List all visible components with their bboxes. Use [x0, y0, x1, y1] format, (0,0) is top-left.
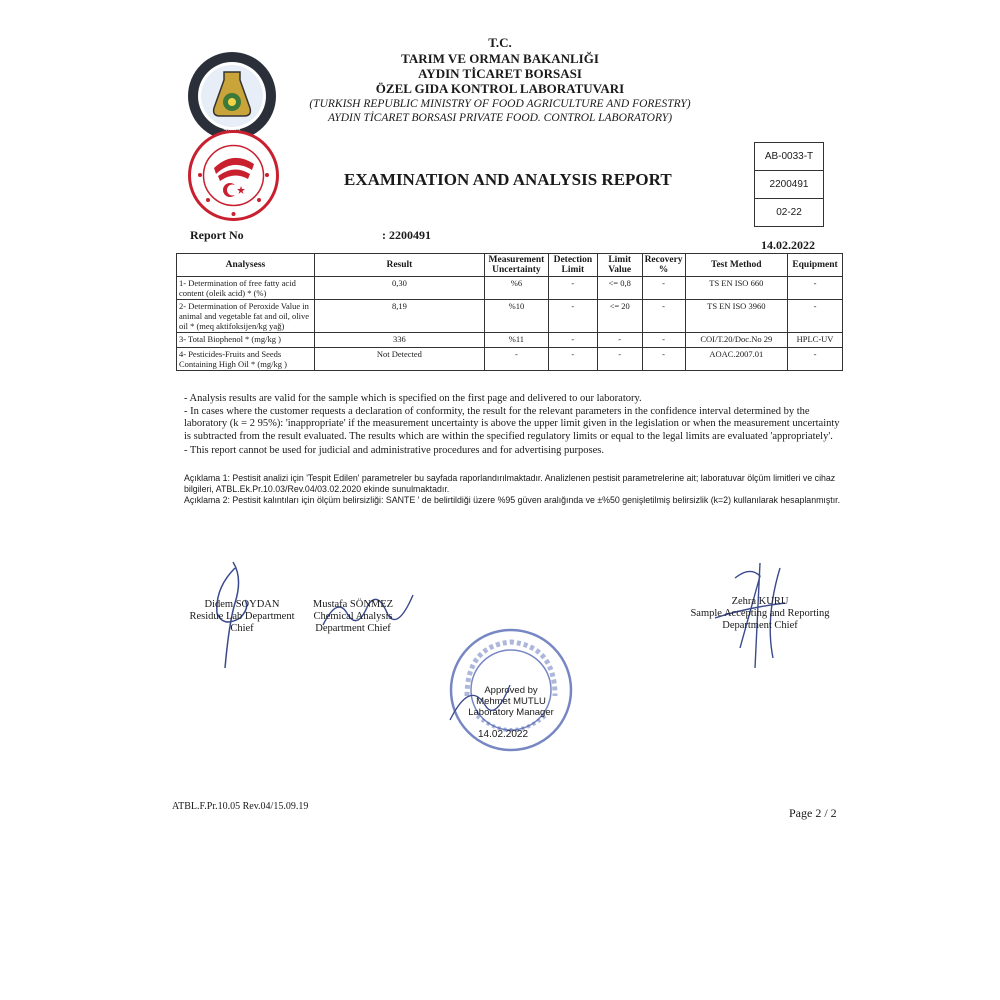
- document-period: 02-22: [776, 207, 802, 218]
- explanation-1: Açıklama 1: Pestisit analizi için 'Tespit Edilen' parametreler bu sayfada raporlandırılmaktadır. Analizlenen pestisit parametrelerine ait; laboratuvar ölçüm limitleri ve cihaz bilgileri, ATBL.Ek.Pr.10.03/Rev.04/03.02.2020 ekinde sunulmaktadır.: [184, 473, 836, 494]
- document-code: AB-0033-T: [755, 143, 823, 171]
- table-cell: -: [548, 277, 597, 300]
- signature-block-reporting: [680, 596, 840, 632]
- table-cell: -: [597, 348, 642, 371]
- table-cell: HPLC-UV: [788, 333, 843, 348]
- table-row: [177, 333, 843, 348]
- table-header-row: [177, 254, 843, 277]
- table-cell: 8,19: [314, 300, 484, 333]
- page-number: Page 2 / 2: [789, 806, 837, 820]
- header-ministry-name: TARIM VE ORMAN BAKANLIĞI: [401, 51, 599, 66]
- turkish-explanations: [184, 473, 844, 506]
- header-english-line1: (TURKISH REPUBLIC MINISTRY OF FOOD AGRICULTURE AND FORESTRY): [309, 98, 691, 110]
- column-header: Recovery %: [642, 254, 685, 277]
- table-cell: %6: [484, 277, 548, 300]
- note-usage: - This report cannot be used for judicial and administrative procedures and for advertising purposes.: [184, 445, 604, 456]
- table-cell: 336: [314, 333, 484, 348]
- signer-title: Department Chief: [315, 623, 391, 634]
- table-cell: -: [484, 348, 548, 371]
- table-cell: -: [642, 348, 685, 371]
- report-no-value: : 2200491: [382, 228, 431, 242]
- table-cell: -: [788, 277, 843, 300]
- table-cell: <= 0,8: [597, 277, 642, 300]
- table-cell: -: [548, 300, 597, 333]
- ministry-emblem-logo: [186, 128, 281, 223]
- form-code: ATBL.F.Pr.10.05 Rev.04/15.09.19: [172, 801, 309, 812]
- table-row: [177, 300, 843, 333]
- table-cell: 3- Total Biophenol * (mg/kg ): [177, 333, 315, 348]
- approval-date: 14.02.2022: [478, 729, 529, 740]
- table-cell: -: [548, 333, 597, 348]
- header-exchange-name: AYDIN TİCARET BORSASI: [418, 66, 582, 81]
- approver-name: Mehmet MUTLU: [476, 696, 546, 707]
- table-cell: %11: [484, 333, 548, 348]
- approver-title: Laboratory Manager: [468, 707, 554, 718]
- signer-name: Zehra KURU: [731, 596, 789, 607]
- header-line-tc: T.C.: [488, 35, 512, 50]
- report-notes: [184, 393, 844, 458]
- table-cell: -: [788, 348, 843, 371]
- column-header: Analysess: [177, 254, 315, 277]
- report-no-label: Report No: [190, 228, 244, 242]
- table-cell: 4- Pesticides-Fruits and Seeds Containing High Oil * (mg/kg ): [177, 348, 315, 371]
- signer-title: Chief: [230, 623, 254, 634]
- crescent-star-icon: [186, 128, 281, 223]
- table-cell: -: [642, 300, 685, 333]
- table-cell: 2- Determination of Peroxide Value in animal and vegetable fat and oil, olive oil * (meq aktifoksijen/kg yağ): [177, 300, 315, 333]
- header-lab-name: ÖZEL GIDA KONTROL LABORATUVARI: [375, 81, 625, 96]
- table-cell: 0,30: [314, 277, 484, 300]
- table-cell: TS EN ISO 660: [685, 277, 787, 300]
- signer-name: Mustafa SÖNMEZ: [312, 599, 394, 610]
- signature-mark-mutlu: [440, 660, 520, 740]
- note-validity: - Analysis results are valid for the sample which is specified on the first page and delivered to our laboratory.: [184, 393, 642, 404]
- table-cell: %10: [484, 300, 548, 333]
- table-cell: -: [548, 348, 597, 371]
- document-code-box: [754, 142, 824, 227]
- signature-block-residue: [178, 599, 306, 635]
- report-title: EXAMINATION AND ANALYSIS REPORT: [344, 170, 672, 189]
- header-english-line2: AYDIN TİCARET BORSASI PRIVATE FOOD. CONTROL LABORATORY): [327, 112, 673, 124]
- table-cell: -: [788, 300, 843, 333]
- table-cell: Not Detected: [314, 348, 484, 371]
- document-number: 2200491: [755, 171, 823, 199]
- table-row: [177, 348, 843, 371]
- signer-name: Didem SOYDAN: [204, 599, 280, 610]
- column-header: Limit Value: [597, 254, 642, 277]
- column-header: Measurement Uncertainty: [484, 254, 548, 277]
- table-cell: -: [597, 333, 642, 348]
- approval-label: Approved by: [484, 685, 538, 696]
- table-cell: AOAC.2007.01: [685, 348, 787, 371]
- explanation-2: Açıklama 2: Pestisit kalıntıları için ölçüm belirsizliği: SANTE ' de belirtildiği üzere %95 güven aralığında ve ±%50 genişletilmiş belirsizlik (k=2) kullanılarak hesaplanmıştır.: [184, 495, 841, 505]
- table-row: [177, 277, 843, 300]
- column-header: Result: [314, 254, 484, 277]
- table-cell: COI/T.20/Doc.No 29: [685, 333, 787, 348]
- table-cell: -: [642, 333, 685, 348]
- signer-title: Residue Lab Department: [189, 611, 295, 622]
- column-header: Equipment: [788, 254, 843, 277]
- table-cell: -: [642, 277, 685, 300]
- signer-title: Department Chief: [722, 620, 798, 631]
- column-header: Detection Limit: [548, 254, 597, 277]
- table-cell: 1- Determination of free fatty acid content (oleik acid) * (%): [177, 277, 315, 300]
- table-cell: <= 20: [597, 300, 642, 333]
- report-date: 14.02.2022: [761, 238, 815, 252]
- table-cell: TS EN ISO 3960: [685, 300, 787, 333]
- note-conformity: - In cases where the customer requests a declaration of conformity, the result for the relevant parameters in the confidence interval determined by the laboratory (k = 2 95%): 'inappropriate' if the measurement uncertainty is above the upper limit given in the legislation or when the measurement uncertainty is subtracted from the result evaluated. The results which are within the specified regulatory limits or equal to the legal limits are evaluated 'appropriately'.: [184, 405, 840, 442]
- column-header: Test Method: [685, 254, 787, 277]
- signature-block-chemical: [298, 599, 408, 635]
- analysis-results-table: [176, 253, 843, 371]
- signer-title: Chemical Analysis: [313, 611, 393, 622]
- signer-title: Sample Accepting and Reporting: [690, 608, 830, 619]
